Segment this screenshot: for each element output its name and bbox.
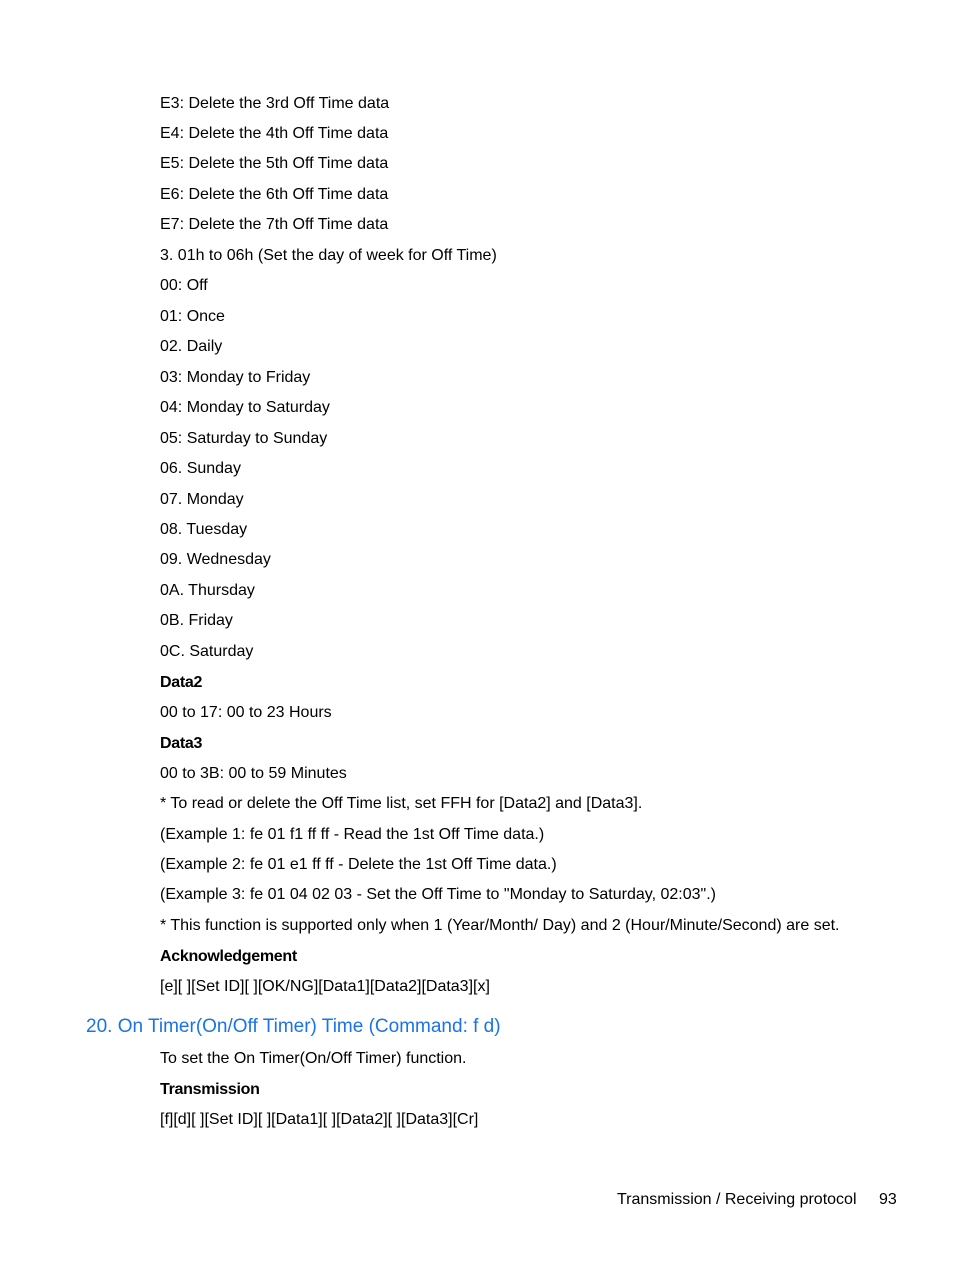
section-heading: 20. On Timer(On/Off Timer) Time (Command: f d) xyxy=(86,1016,501,1037)
transmission-text: [f][d][ ][Set ID][ ][Data1][ ][Data2][ ][Data3][Cr] xyxy=(160,1111,479,1128)
list-item: 03: Monday to Friday xyxy=(160,369,311,386)
list-item: 01: Once xyxy=(160,308,225,325)
section-intro: To set the On Timer(On/Off Timer) function. xyxy=(160,1050,467,1067)
list-item: 0C. Saturday xyxy=(160,643,254,660)
note: * This function is supported only when 1 (Year/Month/ Day) and 2 (Hour/Minute/Second) are set. xyxy=(160,917,840,934)
footer-title: Transmission / Receiving protocol xyxy=(617,1191,857,1208)
list-item: 06. Sunday xyxy=(160,460,241,477)
example-1: (Example 1: fe 01 f1 ff ff - Read the 1st Off Time data.) xyxy=(160,826,545,843)
list-item: 0A. Thursday xyxy=(160,582,255,599)
list-item: 0B. Friday xyxy=(160,612,233,629)
data2-label: Data2 xyxy=(160,674,203,691)
data3-label: Data3 xyxy=(160,735,203,752)
note: * To read or delete the Off Time list, set FFH for [Data2] and [Data3]. xyxy=(160,795,643,812)
list-item: E4: Delete the 4th Off Time data xyxy=(160,125,389,142)
list-item: E3: Delete the 3rd Off Time data xyxy=(160,95,390,112)
list-item: 09. Wednesday xyxy=(160,551,271,568)
example-2: (Example 2: fe 01 e1 ff ff - Delete the 1st Off Time data.) xyxy=(160,856,557,873)
list-item: E7: Delete the 7th Off Time data xyxy=(160,216,389,233)
list-item: E5: Delete the 5th Off Time data xyxy=(160,155,389,172)
acknowledgement-label: Acknowledgement xyxy=(160,948,297,965)
example-3: (Example 3: fe 01 04 02 03 - Set the Off Time to "Monday to Saturday, 02:03".) xyxy=(160,886,716,903)
transmission-label: Transmission xyxy=(160,1081,260,1098)
list-item: 00: Off xyxy=(160,277,208,294)
list-item: 04: Monday to Saturday xyxy=(160,399,330,416)
data3-text: 00 to 3B: 00 to 59 Minutes xyxy=(160,765,347,782)
list-item: 05: Saturday to Sunday xyxy=(160,430,328,447)
data2-text: 00 to 17: 00 to 23 Hours xyxy=(160,704,332,721)
page-number: 93 xyxy=(879,1191,897,1208)
list-item: 3. 01h to 06h (Set the day of week for Off Time) xyxy=(160,247,497,264)
acknowledgement-text: [e][ ][Set ID][ ][OK/NG][Data1][Data2][Data3][x] xyxy=(160,978,490,995)
list-item: E6: Delete the 6th Off Time data xyxy=(160,186,389,203)
list-item: 08. Tuesday xyxy=(160,521,248,538)
list-item: 07. Monday xyxy=(160,491,244,508)
list-item: 02. Daily xyxy=(160,338,223,355)
